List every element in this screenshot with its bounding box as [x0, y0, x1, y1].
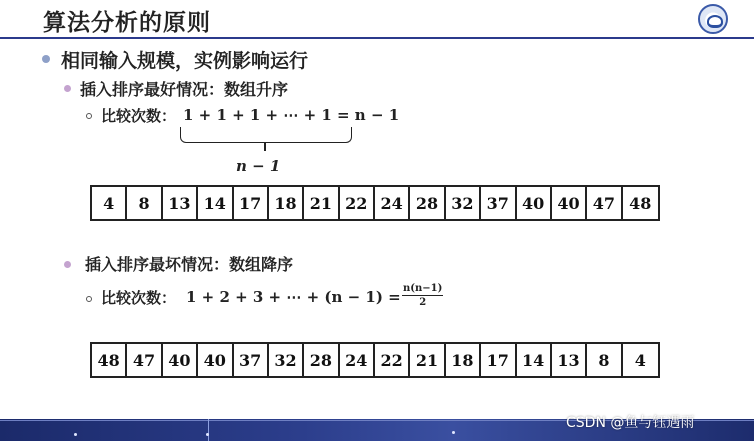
array-cell: 17: [481, 344, 516, 376]
array-cell: 21: [304, 187, 339, 219]
array-cell: 14: [517, 344, 552, 376]
worst-case-compare-label: 比较次数：: [101, 289, 177, 307]
array-cell: 24: [375, 187, 410, 219]
array-cell: 4: [92, 187, 127, 219]
array-cell: 28: [410, 187, 445, 219]
ring-bullet-icon: [86, 296, 92, 302]
footer-star-icon: [206, 433, 209, 436]
array-cell: 17: [234, 187, 269, 219]
array-cell: 8: [127, 187, 162, 219]
brace-label: n − 1: [236, 157, 281, 175]
array-cell: 28: [304, 344, 339, 376]
underbrace: [180, 127, 352, 143]
array-cell: 14: [198, 187, 233, 219]
array-cell: 8: [587, 344, 622, 376]
sub-bullet-icon: [64, 261, 71, 268]
best-case-formula: 1 + 1 + 1 + ⋯ + 1 = n − 1: [183, 106, 400, 124]
best-case-heading: 插入排序最好情况：数组升序: [80, 80, 289, 99]
array-cell: 18: [269, 187, 304, 219]
array-cell: 47: [587, 187, 622, 219]
array-cell: 21: [410, 344, 445, 376]
best-case-compare-label: 比较次数：: [101, 107, 177, 125]
csdn-watermark: CSDN @鱼与钰遇雨: [566, 415, 695, 431]
logo-emblem-icon: [707, 15, 723, 28]
worst-case-formula: 1 + 2 + 3 + ⋯ + (n − 1) =: [186, 288, 401, 306]
array-cell: 47: [127, 344, 162, 376]
title-divider: [0, 37, 754, 39]
worst-case-heading: 插入排序最坏情况：数组降序: [85, 255, 294, 274]
worst-case-fraction: [402, 283, 443, 308]
sorted-array: [90, 185, 660, 221]
array-cell: 24: [340, 344, 375, 376]
university-logo: [698, 4, 728, 34]
fraction-numerator: n(n−1): [403, 283, 443, 294]
array-cell: 13: [552, 344, 587, 376]
underbrace-tip: [264, 142, 266, 151]
array-cell: 32: [446, 187, 481, 219]
array-cell: 48: [629, 193, 652, 213]
array-cell: 40: [163, 344, 198, 376]
footer-accent-line: [208, 419, 209, 441]
array-cell: 4: [634, 350, 646, 370]
page-title: 算法分析的原则: [43, 10, 211, 36]
footer-star-icon: [452, 431, 455, 434]
footer-star-icon: [74, 433, 77, 436]
ring-bullet-icon: [86, 113, 92, 119]
fraction-denominator: 2: [419, 297, 427, 308]
sub-bullet-icon: [64, 85, 71, 92]
array-cell: 13: [163, 187, 198, 219]
array-cell: 22: [340, 187, 375, 219]
array-cell: 40: [517, 187, 552, 219]
main-point: 相同输入规模，实例影响运行: [61, 50, 309, 72]
bullet-icon: [42, 55, 50, 63]
array-cell: 37: [481, 187, 516, 219]
array-cell: 32: [269, 344, 304, 376]
array-cell: 40: [198, 344, 233, 376]
array-cell: 18: [446, 344, 481, 376]
array-cell: 48: [92, 344, 127, 376]
array-cell: 40: [552, 187, 587, 219]
array-cell: 22: [375, 344, 410, 376]
reversed-array: [90, 342, 660, 378]
array-cell: 37: [234, 344, 269, 376]
